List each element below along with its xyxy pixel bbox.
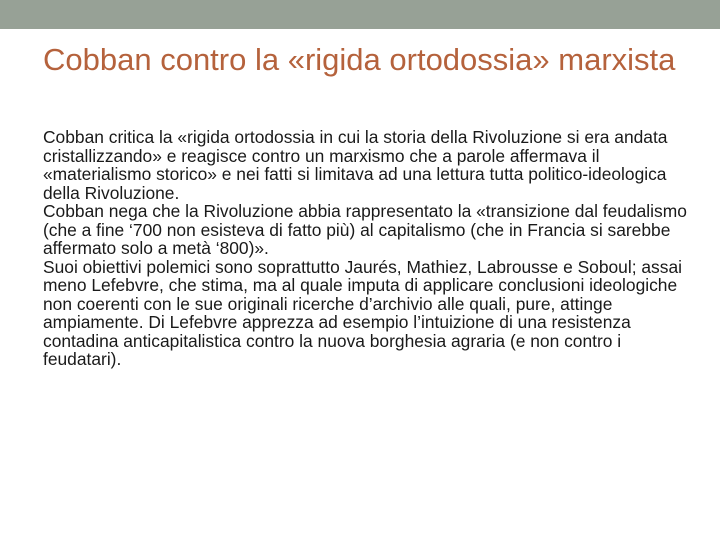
slide-body [43, 128, 703, 369]
slide-title: Cobban contro la «rigida ortodossia» marxista [43, 42, 676, 77]
paragraph-3: Suoi obiettivi polemici sono soprattutto Jaurés, Mathiez, Labrousse e Soboul; assai meno Lefebvre, che stima, ma al quale imputa di applicare conclusioni ideologiche non coerenti con le sue originali ricerche d’archivio alle quali, pure, attinge ampiamente. Di Lefebvre apprezza ad esempio l’intuizione di una resistenza contadina anticapitalistica contro la nuova borghesia agraria (e non contro i feudatari). [43, 256, 682, 369]
paragraph-1: Cobban critica la «rigida ortodossia in cui la storia della Rivoluzione si era andata cristallizzando» e reagisce contro un marxismo che a parole affermava il «materialismo storico» e nei fatti si limitava ad una lettura tutta politico-ideologica della Rivoluzione. [43, 127, 668, 203]
top-bar [0, 0, 720, 29]
paragraph-2: Cobban nega che la Rivoluzione abbia rappresentato la «transizione dal feudalismo (che a fine ‘700 non esisteva di fatto più) al capitalismo (che in Francia si sarebbe affermato solo a metà ‘800)». [43, 201, 687, 258]
